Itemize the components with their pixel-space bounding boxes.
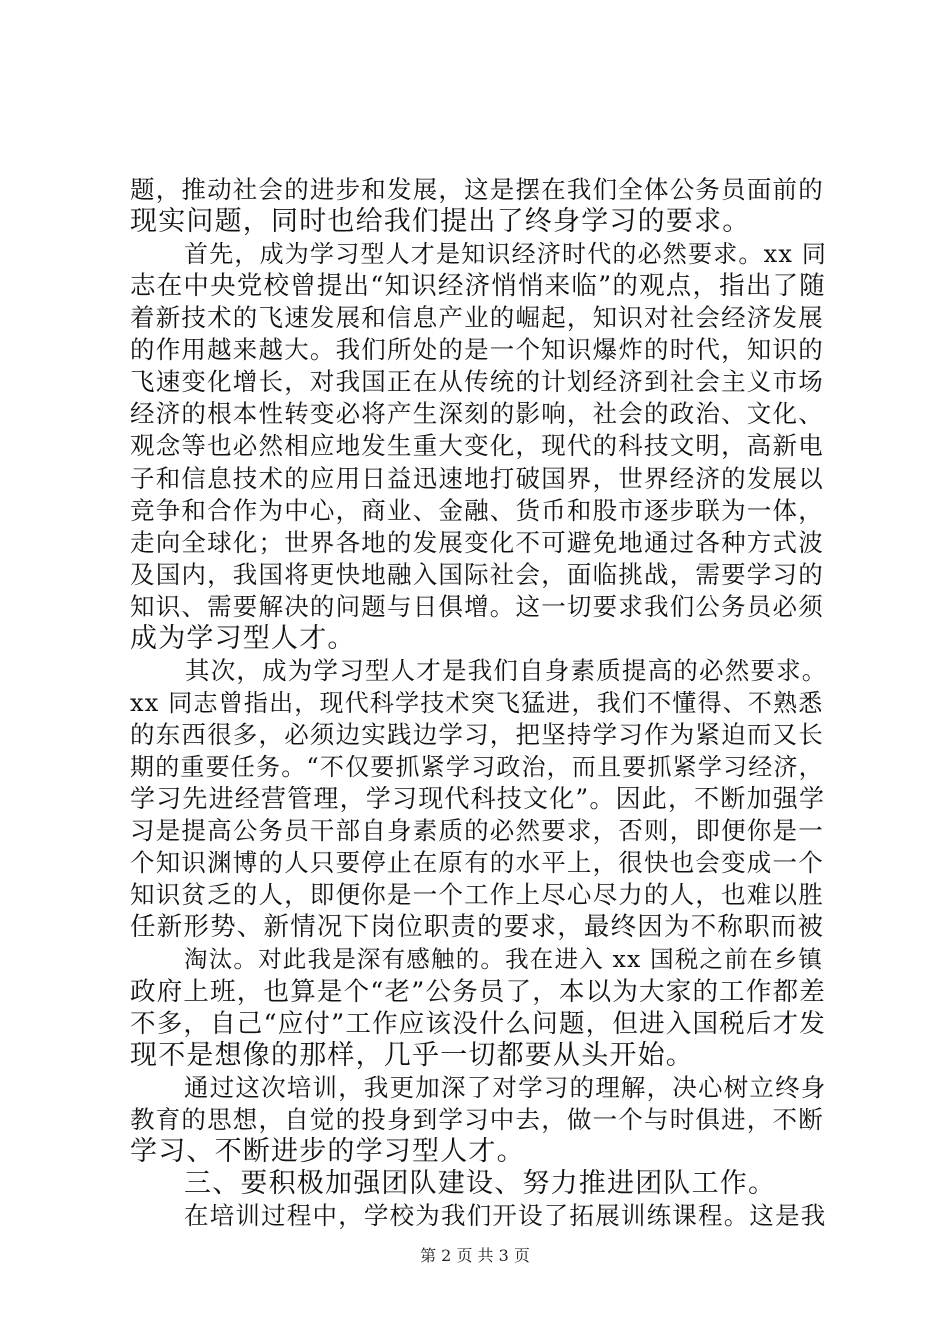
text-line: 竞争和合作为中心，商业、金融、货币和股市逐步联为一体， <box>130 495 824 525</box>
text-line: 三、要积极加强团队建设、努力推进团队工作。 <box>184 1167 777 1199</box>
text-line: xx 同志曾指出，现代科学技术突飞猛进，我们不懂得、不熟悉 <box>130 688 824 717</box>
text-line: 通过这次培训，我更加深了对学习的理解，决心树立终身 <box>184 1072 827 1102</box>
text-line: 及国内，我国将更快地融入国际社会，面临挑战，需要学习的 <box>130 559 824 589</box>
text-line: 淘汰。对此我是深有感触的。我在进入 xx 国税之前在乡镇 <box>184 945 824 974</box>
text-line: 学习先进经营管理，学习现代科技文化”。因此，不断加强学 <box>130 784 826 814</box>
text-line: 期的重要任务。“不仅要抓紧学习政治，而且要抓紧学习经济， <box>130 753 824 782</box>
text-line: 现不是想像的那样，几乎一切都要从头开始。 <box>130 1039 694 1071</box>
text-line: 知识、需要解决的问题与日俱增。这一切要求我们公务员必须 <box>130 591 824 621</box>
text-line: 个知识渊博的人只要停止在原有的水平上，很快也会变成一个 <box>130 848 824 878</box>
text-line: 着新技术的飞速发展和信息产业的崛起，知识对社会经济发展 <box>130 303 824 333</box>
text-line: 子和信息技术的应用日益迅速地打破国界，世界经济的发展以 <box>130 463 824 493</box>
text-line: 经济的根本性转变必将产生深刻的影响，社会的政治、文化、 <box>130 399 824 429</box>
text-line: 走向全球化；世界各地的发展变化不可避免地通过各种方式波 <box>130 527 824 557</box>
text-line: 其次，成为学习型人才是我们自身素质提高的必然要求。 <box>185 655 828 685</box>
text-line: 在培训过程中，学校为我们开设了拓展训练课程。这是我 <box>184 1200 827 1230</box>
text-line: 不多，自己“应付”工作应该没什么问题，但进入国税后才发 <box>130 1008 826 1039</box>
text-line: 志在中央党校曾提出“知识经济悄悄来临”的观点，指出了随 <box>130 271 826 302</box>
text-line: 飞速变化增长，对我国正在从传统的计划经济到社会主义市场 <box>130 367 824 397</box>
text-line: 政府上班，也算是个“老”公务员了，本以为大家的工作都差 <box>130 976 826 1007</box>
text-line: 学习、不断进步的学习型人才。 <box>130 1135 525 1167</box>
text-line: 的作用越来越大。我们所处的是一个知识爆炸的时代，知识的 <box>130 335 824 365</box>
text-line: 观念等也必然相应地发生重大变化，现代的科技文明，高新电 <box>130 431 824 461</box>
text-line: 题，推动社会的进步和发展，这是摆在我们全体公务员面前的 <box>130 175 824 204</box>
text-line: 习是提高公务员干部自身素质的必然要求，否则，即便你是一 <box>130 816 824 846</box>
text-line: 首先，成为学习型人才是知识经济时代的必然要求。xx 同 <box>184 240 828 269</box>
text-line: 的东西很多，必须边实践边学习，把坚持学习作为紧迫而又长 <box>130 720 824 750</box>
page-number-footer: 第 2 页 共 3 页 <box>420 1246 530 1265</box>
text-line: 成为学习型人才。 <box>130 622 356 654</box>
text-line: 教育的思想，自觉的投身到学习中去，做一个与时俱进，不断 <box>130 1104 824 1134</box>
text-line: 知识贫乏的人，即便你是一个工作上尽心尽力的人，也难以胜 <box>130 880 824 910</box>
text-line: 现实问题，同时也给我们提出了终身学习的要求。 <box>130 206 751 238</box>
text-line: 任新形势、新情况下岗位职责的要求，最终因为不称职而被 <box>130 912 825 943</box>
